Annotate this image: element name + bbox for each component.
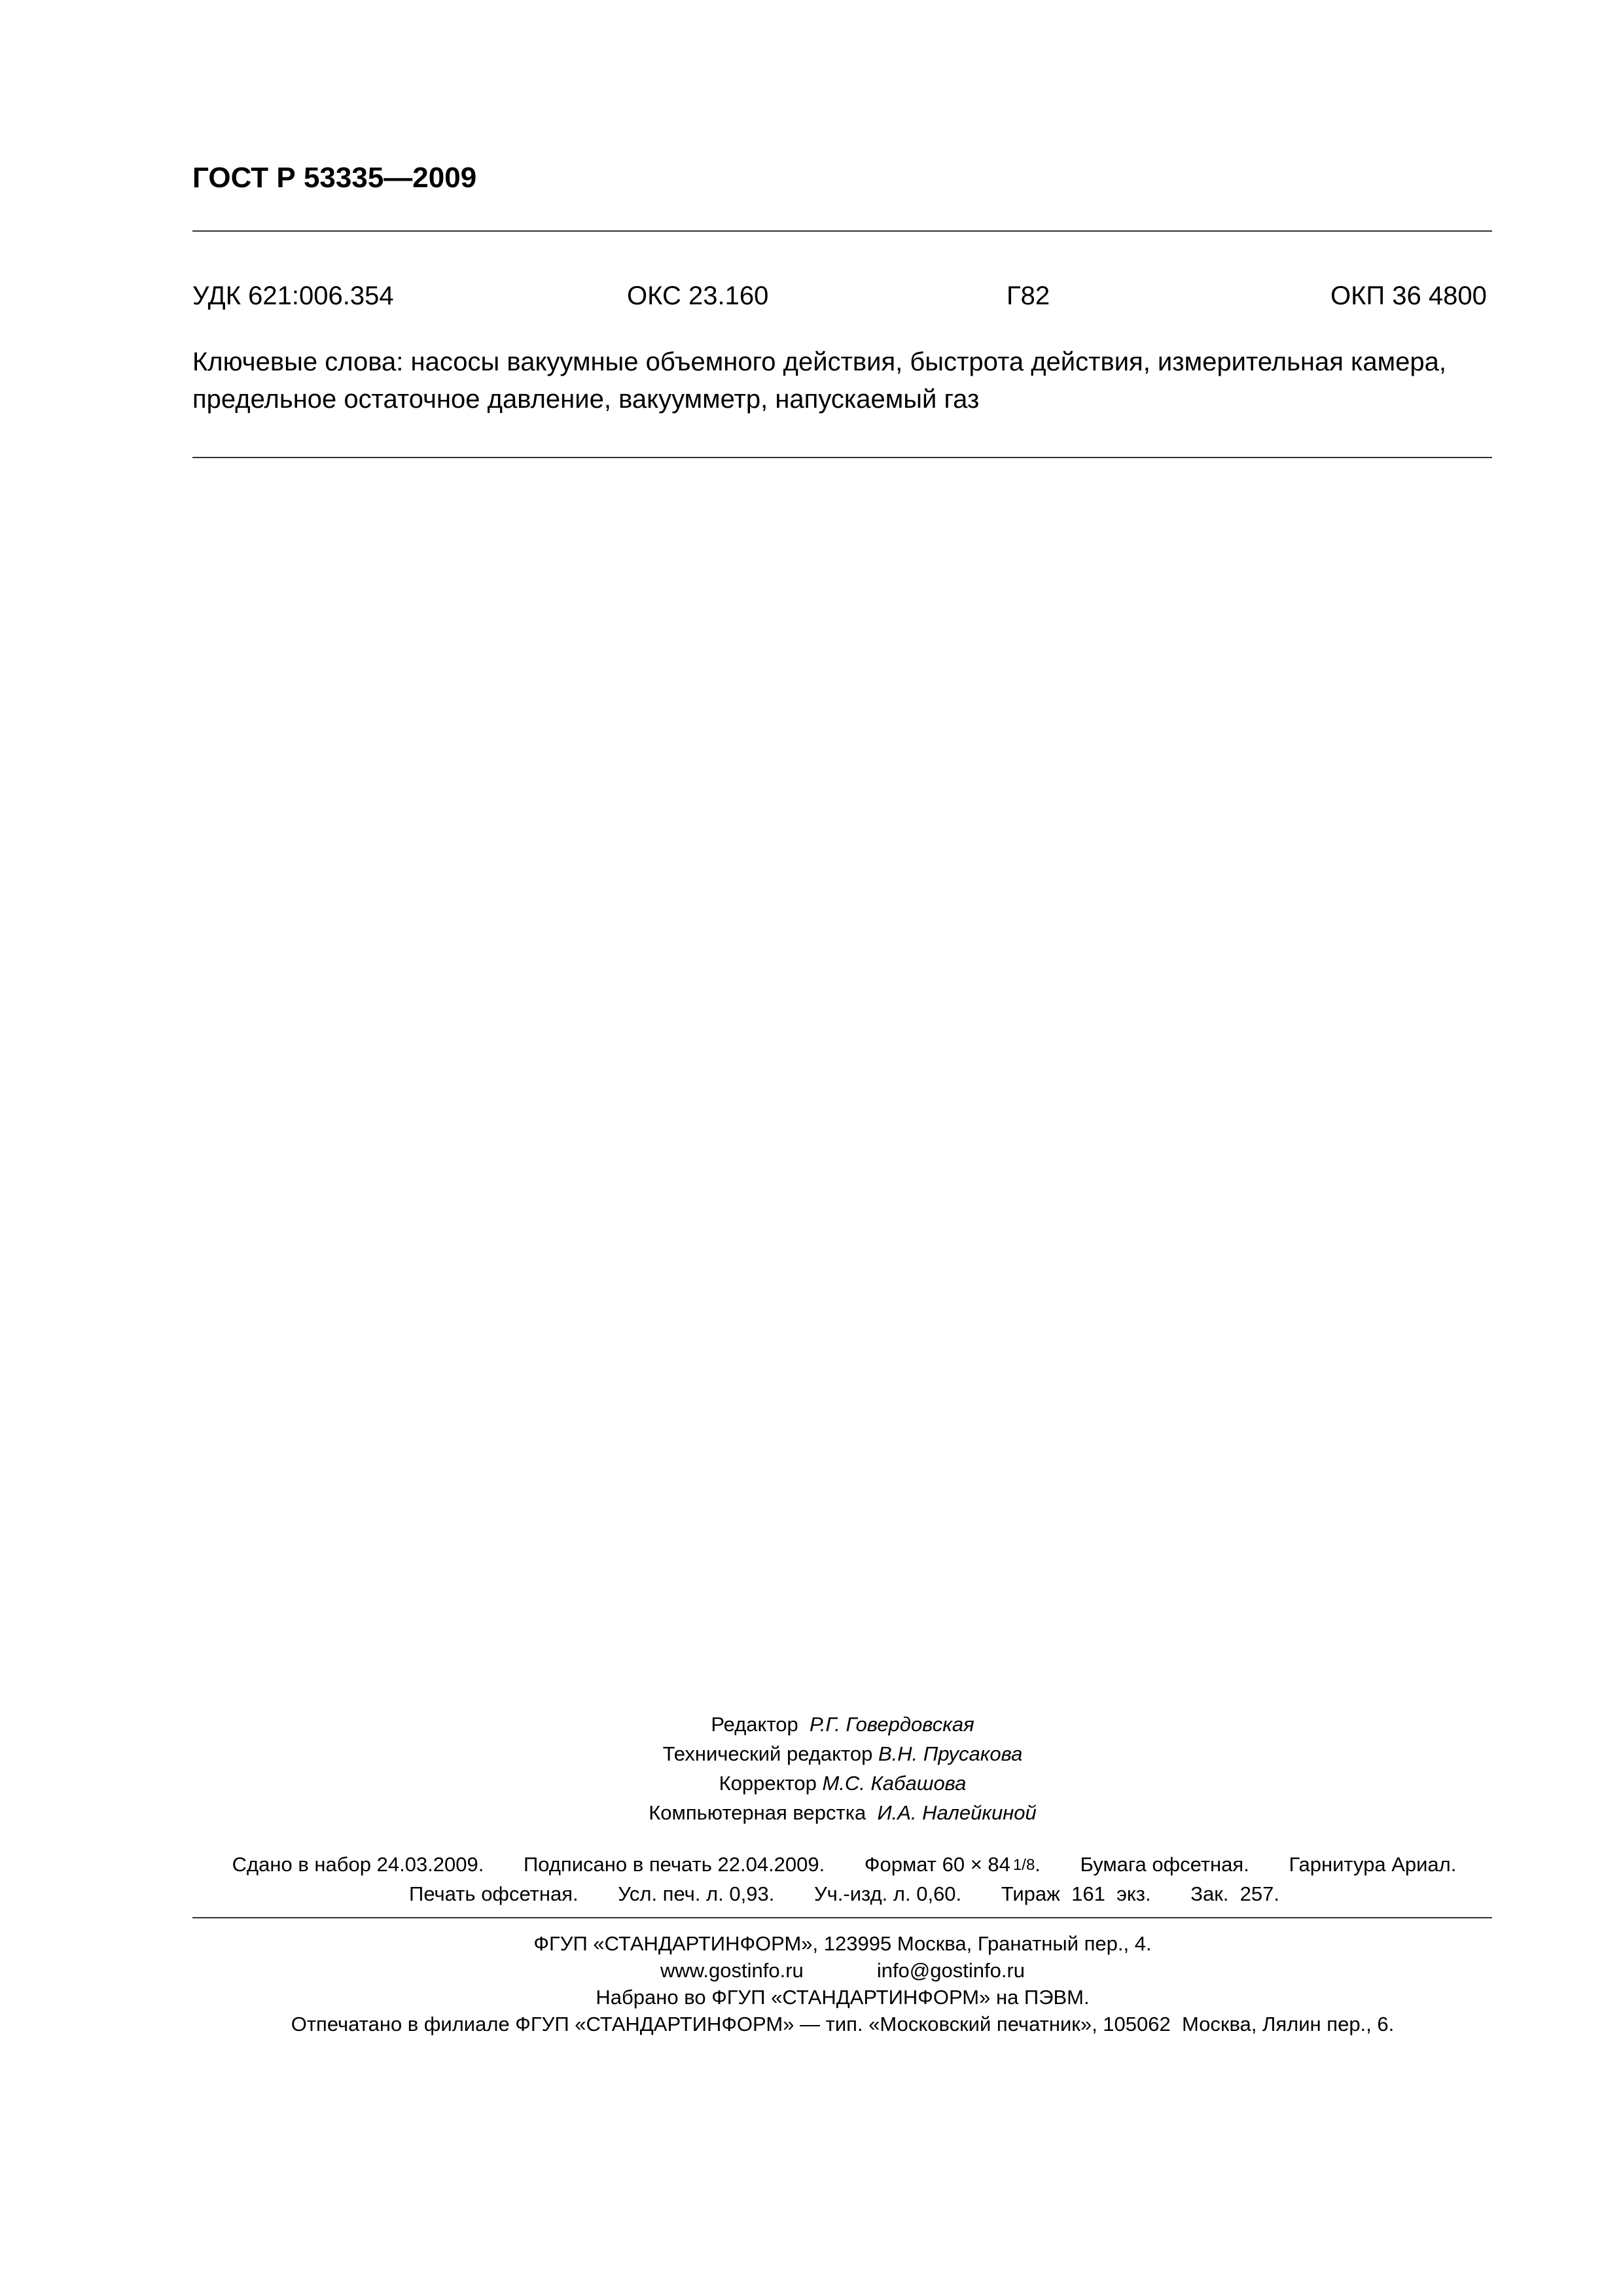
tech-editor-label: Технический редактор: [662, 1742, 873, 1765]
layout-label: Компьютерная верстка: [649, 1801, 866, 1824]
corrector-label: Корректор: [719, 1772, 817, 1795]
typeface: Гарнитура Ариал.: [1289, 1853, 1457, 1876]
submitted-date: Сдано в набор 24.03.2009.: [232, 1853, 484, 1876]
credits-block: [0, 1710, 1623, 1827]
keywords-line-1: Ключевые слова: насосы вакуумные объемного действия, быстрота действия, измерительная камера,: [192, 348, 1446, 376]
signed-date: Подписано в печать 22.04.2009.: [524, 1853, 825, 1876]
top-divider: [192, 230, 1492, 232]
editor-label: Редактор: [711, 1713, 798, 1736]
printed-note: Отпечатано в филиале ФГУП «СТАНДАРТИНФОРМ» — тип. «Московский печатник», 105062 Москва, Лялин пер., 6.: [291, 2013, 1395, 2036]
g-code: Г82: [1007, 281, 1050, 310]
tech-editor-row: [0, 1739, 1623, 1768]
print-run: Тираж 161 экз.: [1001, 1882, 1151, 1905]
oks-code: ОКС 23.160: [627, 281, 769, 310]
editor-row: [0, 1710, 1623, 1739]
document-number: ГОСТ Р 53335—2009: [192, 162, 477, 194]
editor-name: Р.Г. Говердовская: [810, 1713, 974, 1736]
layout-row: [0, 1798, 1623, 1827]
keywords-paragraph: [192, 344, 1496, 418]
corrector-name: М.С. Кабашова: [822, 1772, 967, 1795]
udk-code: УДК 621:006.354: [192, 281, 394, 310]
typeset-note: Набрано во ФГУП «СТАНДАРТИНФОРМ» на ПЭВМ.: [596, 1986, 1090, 2009]
tech-editor-name: В.Н. Прусакова: [878, 1742, 1023, 1765]
print-info-line-1: [192, 1850, 1496, 1880]
publisher-contacts: [0, 1957, 1623, 1984]
printing-method: Печать офсетная.: [409, 1882, 579, 1905]
keywords-divider: [192, 457, 1492, 458]
email-link[interactable]: info@gostinfo.ru: [876, 1959, 1026, 1982]
corrector-row: [0, 1768, 1623, 1798]
keywords-line-2: предельное остаточное давление, вакуумметр, напускаемый газ: [192, 385, 980, 414]
layout-name: И.А. Налейкиной: [877, 1801, 1037, 1824]
website-link[interactable]: www.gostinfo.ru: [660, 1959, 804, 1982]
paper-format: Формат 60 × 84 1/8.: [864, 1853, 1041, 1876]
uch-sheets: Уч.-изд. л. 0,60.: [813, 1882, 962, 1905]
usl-sheets: Усл. печ. л. 0,93.: [618, 1882, 775, 1905]
imprint-divider: [192, 1917, 1492, 1918]
order-number: Зак. 257.: [1190, 1882, 1279, 1905]
okp-code: ОКП 36 4800: [1330, 281, 1487, 310]
paper-type: Бумага офсетная.: [1080, 1853, 1249, 1876]
format-fraction: 1/8: [1012, 1856, 1035, 1874]
publisher-address: ФГУП «СТАНДАРТИНФОРМ», 123995 Москва, Гранатный пер., 4.: [533, 1932, 1152, 1955]
print-info-line-2: [192, 1879, 1496, 1909]
publisher-block: [0, 1930, 1623, 2037]
